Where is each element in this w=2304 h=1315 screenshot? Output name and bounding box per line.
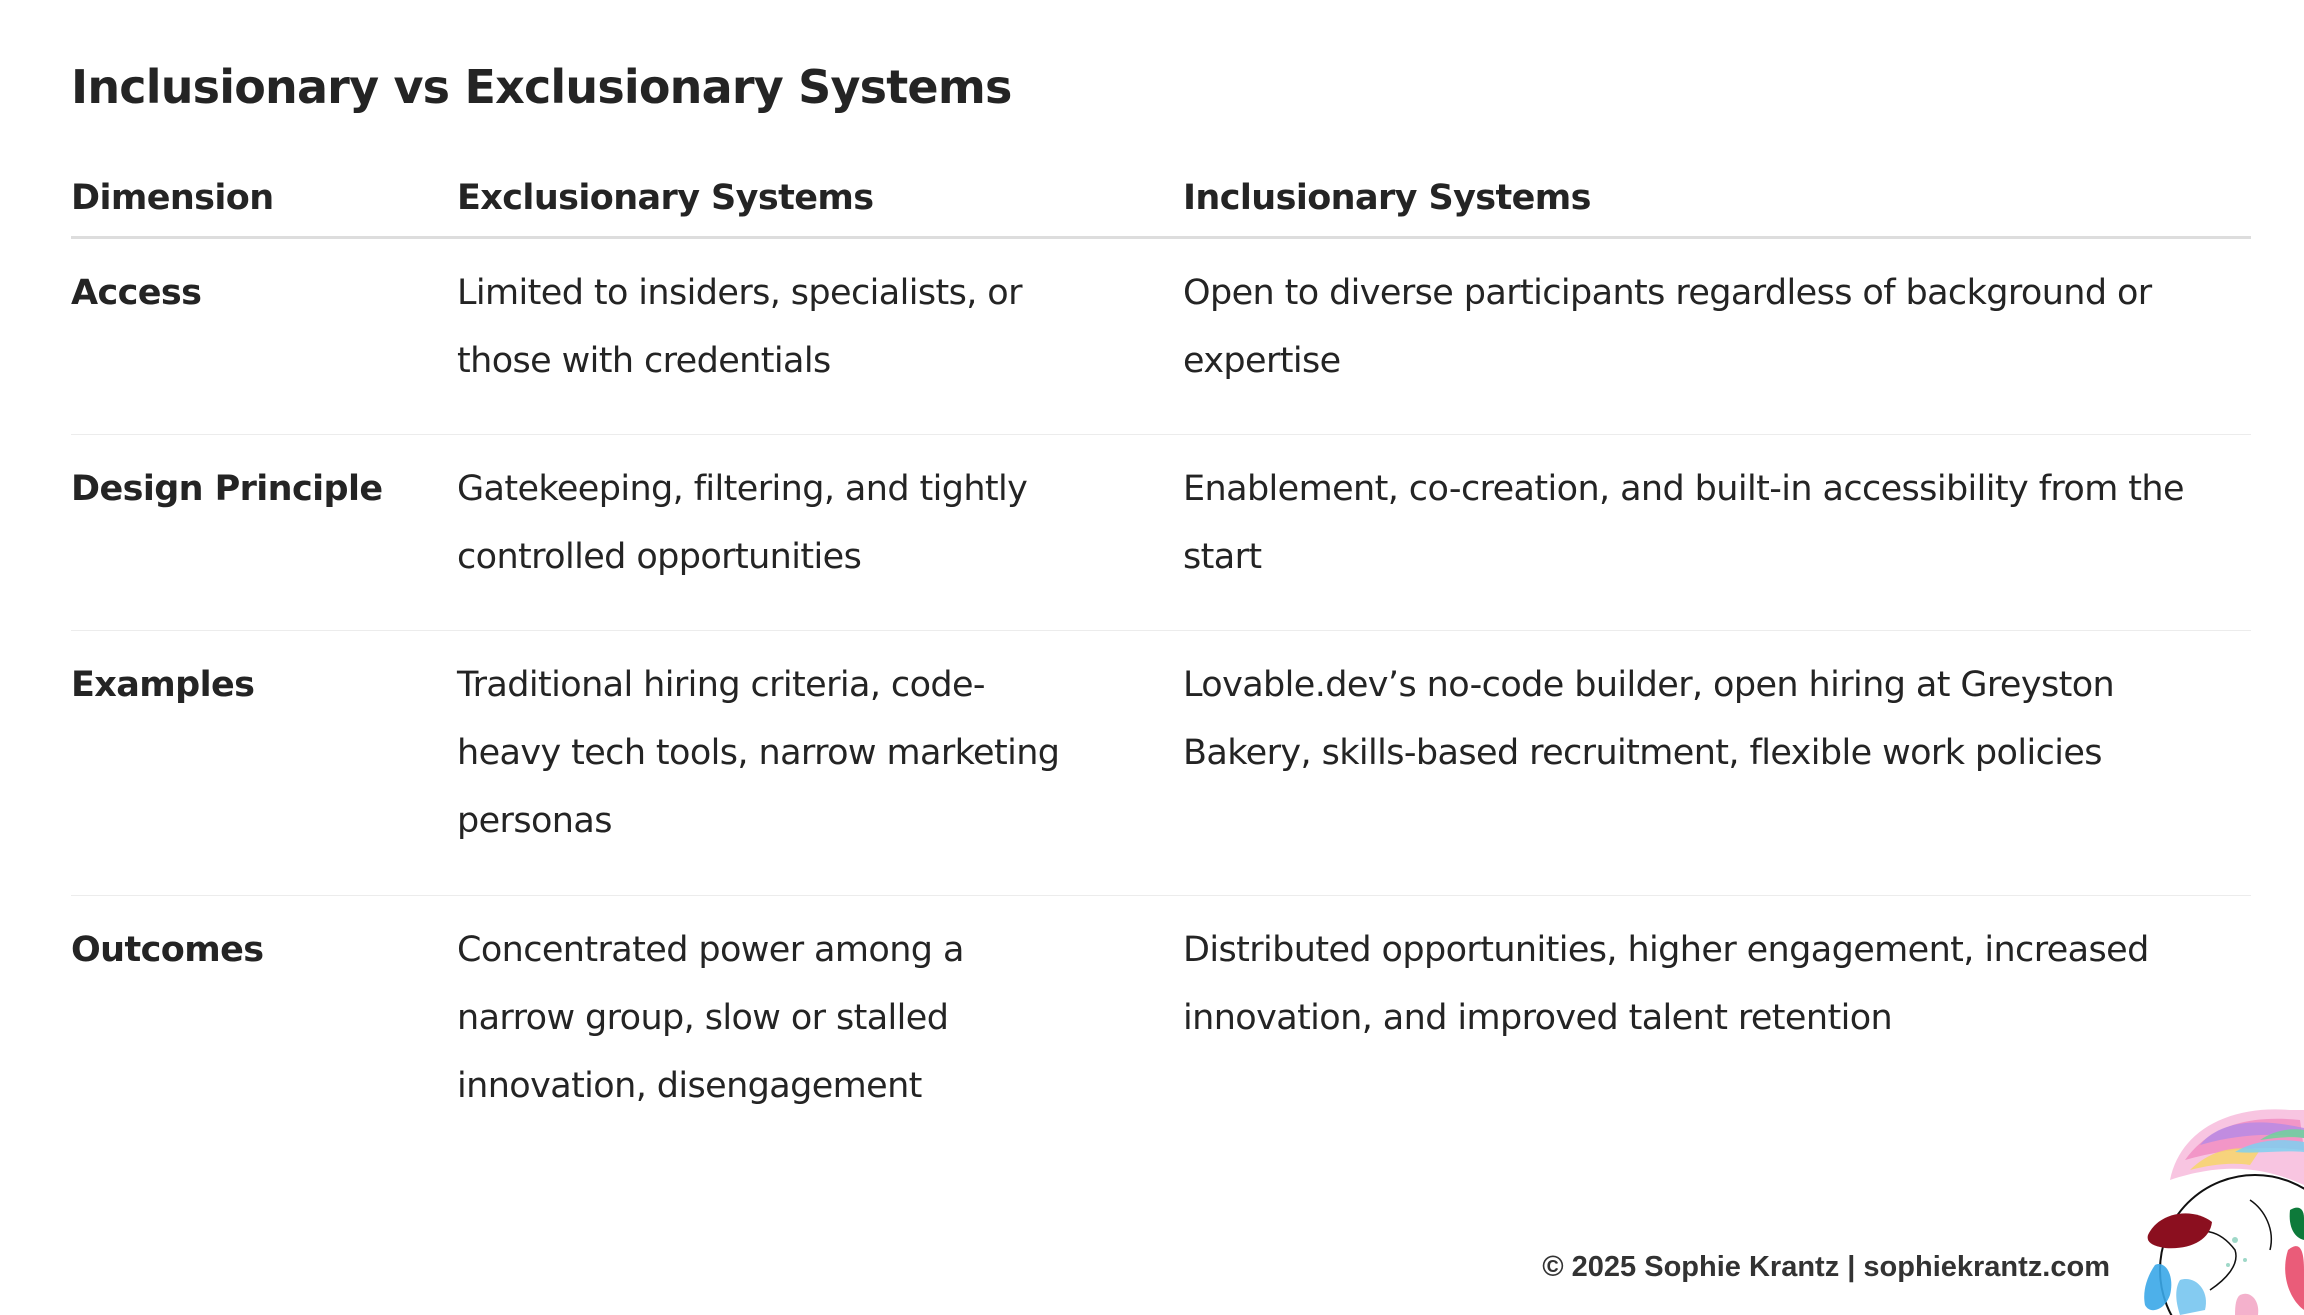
text-line: narrow group, slow or stalled	[457, 998, 949, 1038]
inclusionary-outcomes	[1183, 916, 2263, 1052]
exclusionary-outcomes	[457, 916, 1147, 1120]
text-line: Traditional hiring criteria, code-	[457, 665, 985, 705]
table-row-outcomes	[71, 896, 2251, 1160]
row-label-outcomes: Outcomes	[71, 930, 264, 970]
header-dimension: Dimension	[71, 178, 274, 218]
row-label-access: Access	[71, 273, 202, 313]
painted-globe-logo-icon	[2140, 1090, 2304, 1315]
header-inclusionary: Inclusionary Systems	[1183, 178, 1591, 218]
header-exclusionary: Exclusionary Systems	[457, 178, 874, 218]
table-row-design-principle	[71, 435, 2251, 631]
inclusionary-access	[1183, 259, 2263, 395]
text-line: Concentrated power among a	[457, 930, 964, 970]
inclusionary-design-principle	[1183, 455, 2263, 591]
row-label-design-principle: Design Principle	[71, 469, 383, 509]
text-line: innovation, disengagement	[457, 1066, 922, 1106]
text-line: expertise	[1183, 341, 1341, 381]
table-header-row	[71, 160, 2251, 239]
table-row-examples	[71, 631, 2251, 896]
text-line: start	[1183, 537, 1262, 577]
text-line: Limited to insiders, specialists, or	[457, 273, 1022, 313]
text-line: Bakery, skills-based recruitment, flexible work policies	[1183, 733, 2102, 773]
comparison-table	[71, 160, 2251, 1160]
text-line: those with credentials	[457, 341, 831, 381]
page-title: Inclusionary vs Exclusionary Systems	[71, 60, 1012, 114]
text-line: Enablement, co-creation, and built-in accessibility from the	[1183, 469, 2184, 509]
row-label-examples: Examples	[71, 665, 255, 705]
text-line: Gatekeeping, filtering, and tightly	[457, 469, 1028, 509]
text-line: innovation, and improved talent retention	[1183, 998, 1893, 1038]
exclusionary-examples	[457, 651, 1147, 855]
text-line: Open to diverse participants regardless of background or	[1183, 273, 2152, 313]
table-row-access	[71, 239, 2251, 435]
copyright-footer: © 2025 Sophie Krantz | sophiekrantz.com	[1542, 1251, 2110, 1283]
text-line: controlled opportunities	[457, 537, 862, 577]
text-line: Distributed opportunities, higher engagement, increased	[1183, 930, 2149, 970]
exclusionary-design-principle	[457, 455, 1147, 591]
text-line: heavy tech tools, narrow marketing	[457, 733, 1060, 773]
exclusionary-access	[457, 259, 1147, 395]
text-line: personas	[457, 801, 612, 841]
text-line: Lovable.dev’s no-code builder, open hiring at Greyston	[1183, 665, 2115, 705]
inclusionary-examples	[1183, 651, 2263, 787]
